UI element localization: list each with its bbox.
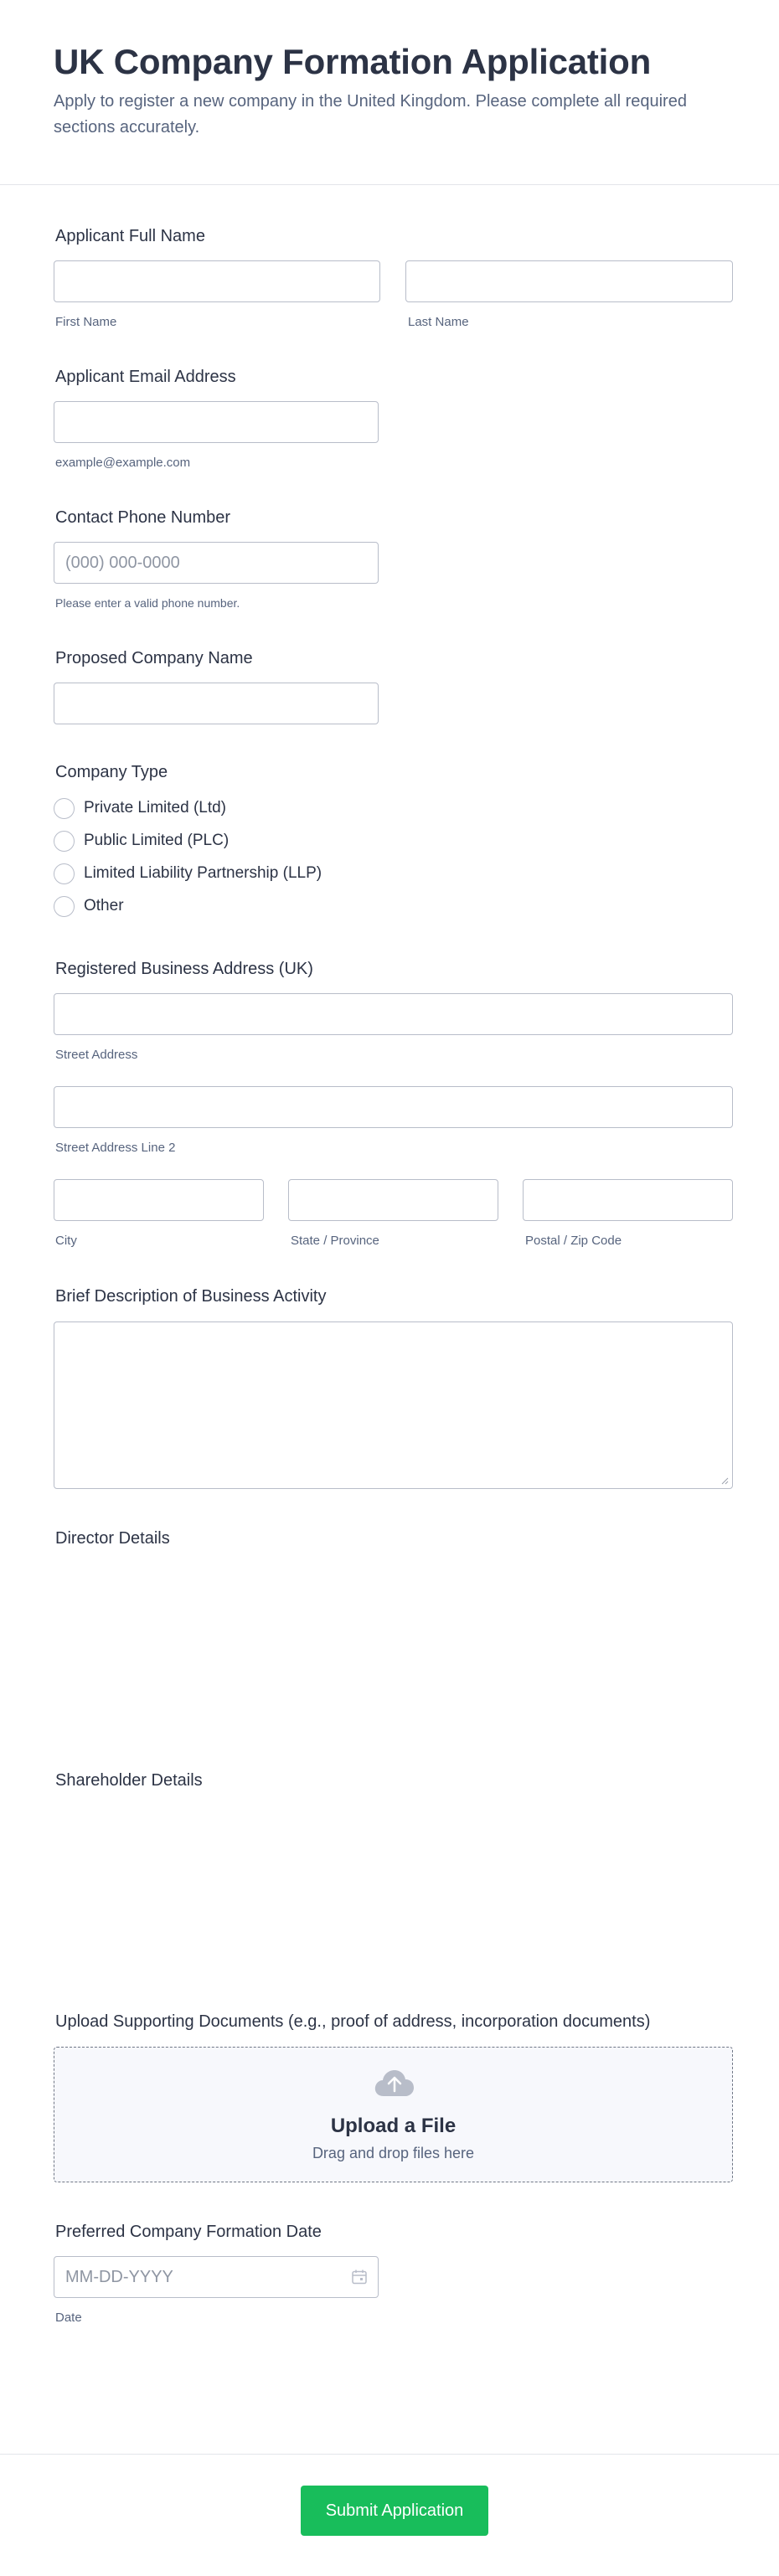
formation-date-field [54, 2256, 379, 2298]
cloud-upload-icon [374, 2068, 415, 2098]
radio-button[interactable] [54, 831, 75, 852]
email-input[interactable] [54, 401, 379, 443]
first-name-input[interactable] [54, 260, 380, 302]
calendar-icon[interactable] [351, 2269, 368, 2285]
submit-application-button[interactable]: Submit Application [301, 2486, 488, 2536]
last-name-sublabel: Last Name [408, 315, 469, 329]
radio-option-label: Limited Liability Partnership (LLP) [84, 864, 322, 882]
form-footer [0, 2454, 779, 2576]
street-address-input[interactable] [54, 993, 733, 1035]
radio-button[interactable] [54, 863, 75, 884]
applicant-name-label: Applicant Full Name [55, 227, 205, 245]
radio-button[interactable] [54, 896, 75, 917]
upload-documents-label: Upload Supporting Documents (e.g., proof of address, incorporation documents) [55, 2012, 651, 2031]
company-type-option-ltd[interactable] [54, 796, 226, 820]
resize-grip-icon[interactable] [720, 1476, 729, 1485]
company-type-option-llp[interactable] [54, 862, 322, 885]
company-type-label: Company Type [55, 763, 168, 781]
upload-subtitle: Drag and drop files here [312, 2145, 475, 2161]
email-label: Applicant Email Address [55, 368, 236, 386]
city-sublabel: City [55, 1234, 77, 1248]
phone-sublabel: Please enter a valid phone number. [55, 596, 240, 610]
phone-label: Contact Phone Number [55, 508, 231, 527]
formation-date-label: Preferred Company Formation Date [55, 2223, 322, 2241]
first-name-sublabel: First Name [55, 315, 117, 329]
form-header [0, 0, 779, 185]
upload-title: Upload a File [330, 2115, 457, 2137]
state-province-sublabel: State / Province [291, 1234, 379, 1248]
last-name-input[interactable] [405, 260, 733, 302]
radio-button[interactable] [54, 798, 75, 819]
street-address-sublabel: Street Address [55, 1048, 138, 1062]
street-address-line2-input[interactable] [54, 1086, 733, 1128]
formation-date-sublabel: Date [55, 2311, 82, 2325]
form-title: UK Company Formation Application [54, 42, 652, 81]
city-input[interactable] [54, 1179, 264, 1221]
formation-date-input[interactable] [54, 2256, 379, 2298]
address-label: Registered Business Address (UK) [55, 960, 313, 978]
business-activity-textarea[interactable] [54, 1321, 733, 1489]
file-upload-dropzone[interactable] [54, 2047, 733, 2182]
company-type-option-other[interactable] [54, 894, 124, 918]
email-sublabel: example@example.com [55, 456, 191, 470]
radio-option-label: Private Limited (Ltd) [84, 799, 227, 817]
radio-option-label: Other [84, 897, 124, 914]
radio-option-label: Public Limited (PLC) [84, 832, 230, 849]
director-details-label: Director Details [55, 1529, 170, 1548]
street-address-line2-sublabel: Street Address Line 2 [55, 1141, 176, 1155]
state-province-input[interactable] [288, 1179, 498, 1221]
form-description: Apply to register a new company in the United Kingdom. Please complete all required sections accurately. [54, 92, 687, 137]
postal-code-sublabel: Postal / Zip Code [525, 1234, 622, 1248]
company-type-option-plc[interactable] [54, 829, 229, 853]
shareholder-details-label: Shareholder Details [55, 1771, 203, 1790]
phone-input[interactable] [54, 542, 379, 584]
postal-code-input[interactable] [523, 1179, 733, 1221]
business-activity-label: Brief Description of Business Activity [55, 1287, 327, 1306]
company-name-input[interactable] [54, 683, 379, 724]
company-name-label: Proposed Company Name [55, 649, 253, 667]
